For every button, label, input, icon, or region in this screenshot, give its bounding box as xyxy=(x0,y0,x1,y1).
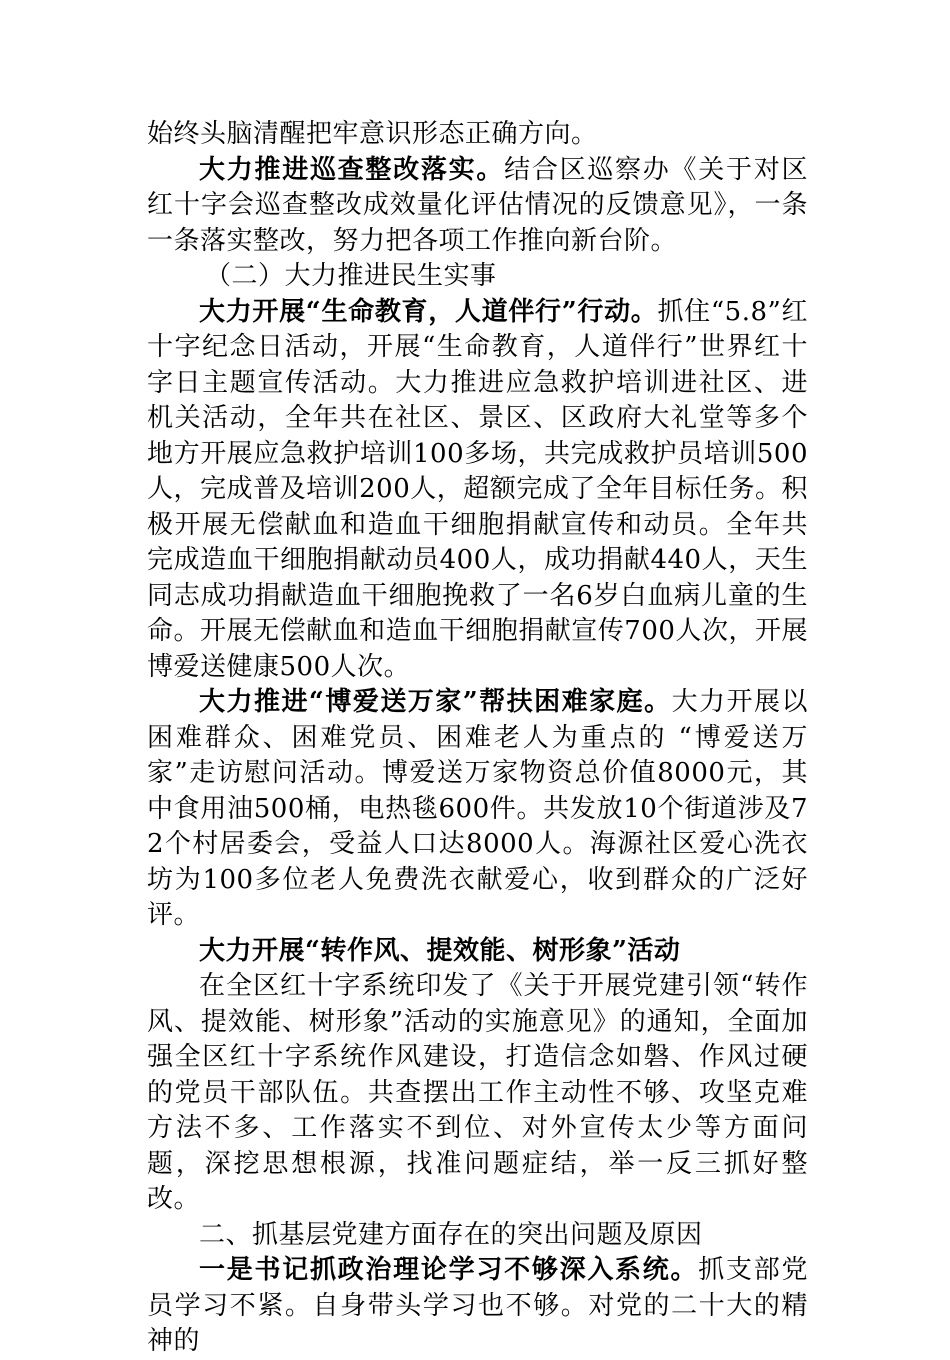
paragraph-heading: 大力推进巡查整改落实。 xyxy=(199,154,505,185)
section-heading-livelihood xyxy=(147,259,808,295)
paragraph-text: 始终头脑清醒把牢意识形态正确方向。 xyxy=(147,119,598,149)
paragraph-heading: 大力开展“转作风、提效能、树形象”活动 xyxy=(199,935,681,966)
paragraph-text: 抓住“5.8”红十字纪念日活动，开展“生命教育，人道伴行”世界红十字日主题宣传活动。大力推进应急救护培训进社区、进机关活动，全年共在社区、景区、区政府大礼堂等多个地方开展应急救护培训100多场，共完成救护员培训500人，完成普及培训200人，超额完成了全年目标任务。积极开展无偿献血和造血干细胞捐献宣传和动员。全年共完成造血干细胞捐献动员400人，成功捐献440人，天生同志成功捐献造血干细胞挽救了一名6岁白血病儿童的生命。开展无偿献血和造血干细胞捐献宣传700人次，开展博爱送健康500人次。 xyxy=(147,296,808,682)
paragraph-life-education xyxy=(147,295,808,686)
section-heading-text: （二）大力推进民生实事 xyxy=(205,261,497,291)
section-heading-text: 二、抓基层党建方面存在的突出问题及原因 xyxy=(199,1219,703,1250)
paragraph-text: 结合区巡察办《关于对区红十字会巡查整改成效量化评估情况的反馈意见》，一条一条落实整改，努力把各项工作推向新台阶。 xyxy=(147,154,808,256)
paragraph-inspection-rectification xyxy=(147,153,808,260)
paragraph-style-efficiency-body xyxy=(147,969,808,1218)
paragraph-fraternity-campaign xyxy=(147,685,808,934)
paragraph-text: 大力开展以困难群众、困难党员、困难老人为重点的 “博爱送万家”走访慰问活动。博爱送万家物资总价值8000元，其中食用油500桶，电热毯600件。共发放10个街道涉及72个村居委会，受益人口达8000人。海源社区爱心洗衣坊为100多位老人免费洗衣献爱心，收到群众的广泛好评。 xyxy=(147,687,808,930)
paragraph-continuation xyxy=(147,117,808,153)
paragraph-text: 在全区红十字系统印发了《关于开展党建引领“转作风、提效能、树形象”活动的实施意见》的通知，全面加强全区红十字系统作风建设，打造信念如磐、作风过硬的党员干部队伍。共查摆出工作主动性不够、攻坚克难方法不多、工作落实不到位、对外宣传太少等方面问题，深挖思想根源，找准问题症结，举一反三抓好整改。 xyxy=(147,971,808,1214)
paragraph-style-efficiency-heading xyxy=(147,934,808,970)
paragraph-heading: 一是书记抓政治理论学习不够深入系统。 xyxy=(199,1255,699,1285)
document-body xyxy=(147,117,808,1360)
paragraph-heading: 大力推进“博爱送万家”帮扶困难家庭。 xyxy=(199,687,672,717)
paragraph-heading: 大力开展“生命教育，人道伴行”行动。 xyxy=(199,296,658,327)
paragraph-text: 抓支部党员学习不紧。自身带头学习也不够。对党的二十大的精神的 xyxy=(147,1255,808,1356)
section-heading-problems xyxy=(147,1218,808,1254)
